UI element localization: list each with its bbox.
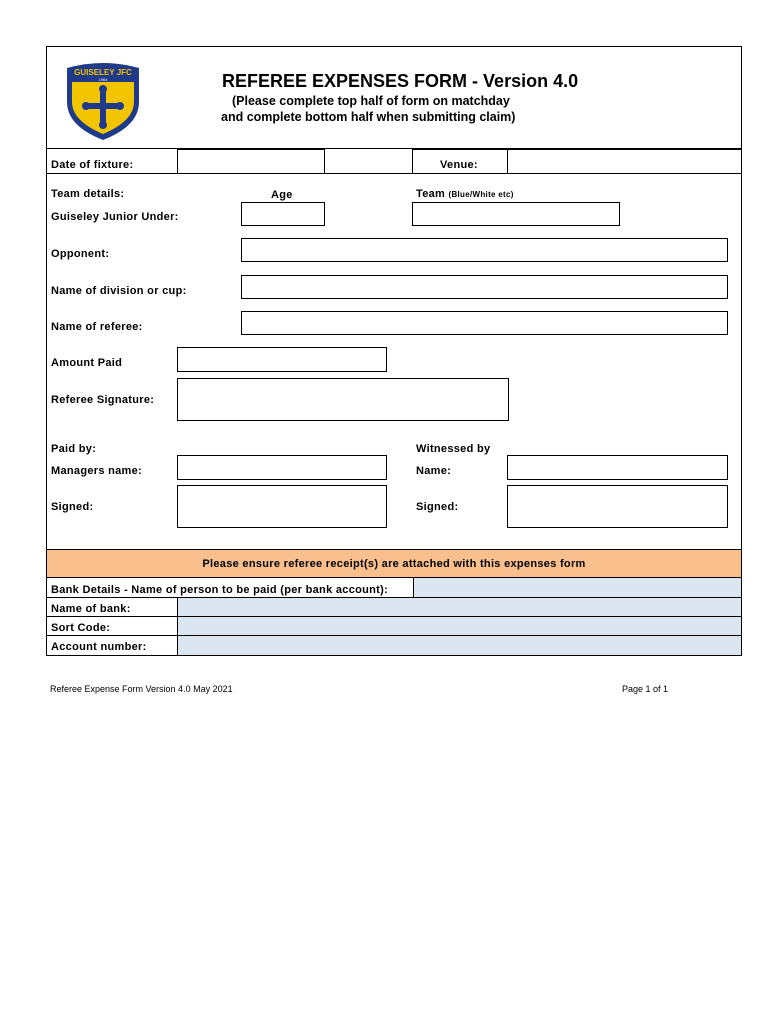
division-field[interactable] [241, 275, 728, 299]
form-subtitle-line2: and complete bottom half when submitting claim) [221, 110, 516, 124]
venue-field[interactable] [507, 149, 742, 174]
bank-name-label: Name of bank: [51, 603, 131, 615]
witnessed-by-label: Witnessed by [416, 443, 491, 455]
referee-signature-label: Referee Signature: [51, 394, 155, 406]
date-of-fixture-label: Date of fixture: [51, 159, 134, 171]
witness-name-field[interactable] [507, 455, 728, 480]
witness-signed-label: Signed: [416, 501, 459, 513]
amount-paid-field[interactable] [177, 347, 387, 372]
fixture-row-divider [46, 173, 742, 174]
paid-by-label: Paid by: [51, 443, 97, 455]
witness-name-label: Name: [416, 465, 452, 477]
referee-signature-field[interactable] [177, 378, 509, 421]
team-field[interactable] [412, 202, 620, 226]
team-hint: (Blue/White etc) [448, 190, 514, 199]
bank-account-holder-field[interactable] [413, 578, 741, 597]
sort-code-field[interactable] [177, 617, 741, 635]
footer-page-number: Page 1 of 1 [622, 684, 669, 694]
club-logo [62, 60, 144, 142]
opponent-field[interactable] [241, 238, 728, 262]
account-number-field[interactable] [177, 636, 741, 655]
age-label: Age [271, 189, 293, 201]
witness-signature-field[interactable] [507, 485, 728, 528]
account-number-label: Account number: [51, 641, 147, 653]
footer-version: Referee Expense Form Version 4.0 May 2021 [50, 684, 233, 694]
managers-signature-field[interactable] [177, 485, 387, 528]
venue-label: Venue: [440, 159, 478, 171]
referee-name-field[interactable] [241, 311, 728, 335]
team-details-label: Team details: [51, 188, 125, 200]
receipt-notice-text: Please ensure referee receipt(s) are attached with this expenses form [202, 558, 586, 570]
sort-code-label: Sort Code: [51, 622, 111, 634]
managers-name-label: Managers name: [51, 465, 143, 477]
team-label: Team (Blue/White etc) [416, 188, 514, 200]
bank-name-field[interactable] [177, 598, 741, 616]
opponent-label: Opponent: [51, 248, 110, 260]
bank-account-holder-label: Bank Details - Name of person to be paid (per bank account): [51, 584, 389, 596]
division-label: Name of division or cup: [51, 285, 187, 297]
logo-club-name: GUISELEY JFC [74, 68, 132, 77]
managers-signed-label: Signed: [51, 501, 94, 513]
date-of-fixture-field[interactable] [177, 149, 325, 174]
amount-paid-label: Amount Paid [51, 357, 123, 369]
referee-name-label: Name of referee: [51, 321, 143, 333]
managers-name-field[interactable] [177, 455, 387, 480]
guiseley-junior-under-label: Guiseley Junior Under: [51, 211, 179, 223]
age-field[interactable] [241, 202, 325, 226]
logo-year: 1964 [98, 77, 108, 82]
form-title: REFEREE EXPENSES FORM - Version 4.0 [222, 71, 579, 91]
form-subtitle-line1: (Please complete top half of form on matchday [232, 94, 510, 108]
